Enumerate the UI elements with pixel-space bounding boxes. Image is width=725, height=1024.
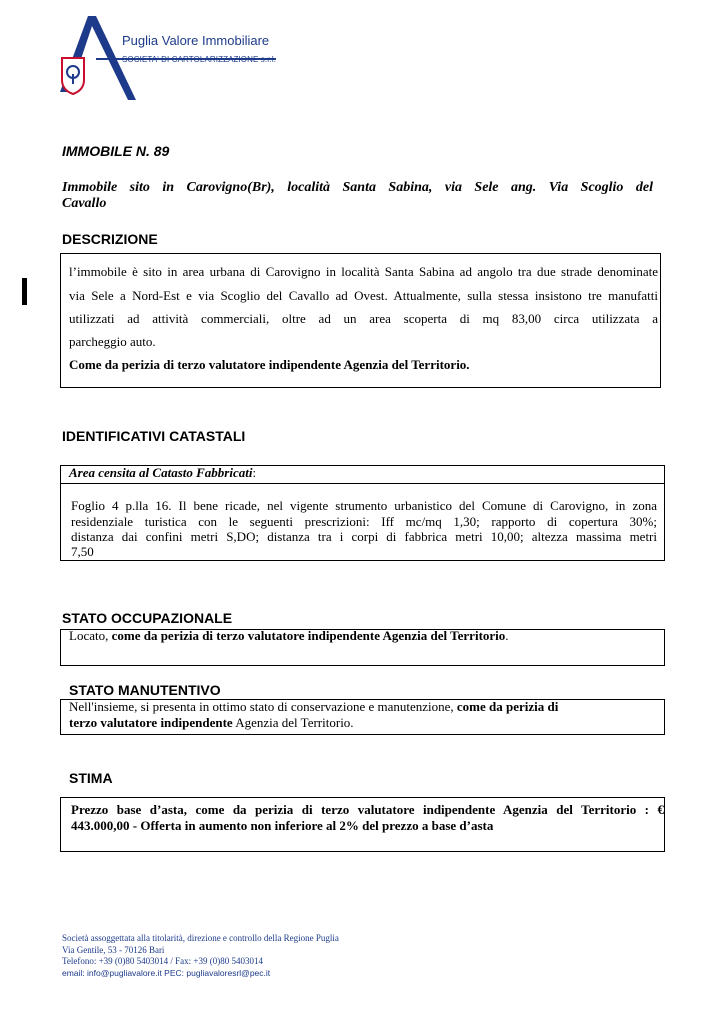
descrizione-heading: DESCRIZIONE xyxy=(62,231,158,247)
stima-line2: 443.000,00 - Offerta in aumento non inferiore al 2% del prezzo a base d’asta xyxy=(71,818,494,833)
crest-icon xyxy=(62,58,84,94)
occupazionale-text xyxy=(69,628,509,644)
footer-line4: email: info@pugliavalore.it PEC: pugliavaloresrl@pec.it xyxy=(62,968,271,978)
footer-line3: Telefono: +39 (0)80 5403014 / Fax: +39 (0)80 5403014 xyxy=(62,956,263,966)
catastali-line1: Foglio 4 p.lla 16. Il bene ricade, nel vigente strumento urbanistico del Comune di Carovigno, in zona xyxy=(71,498,657,513)
manutentivo-line1-bold: come da perizia di xyxy=(456,699,559,714)
catastali-area xyxy=(69,465,256,481)
stima-line1: Prezzo base d’asta, come da perizia di terzo valutatore indipendente Agenzia del Territorio : € xyxy=(71,802,664,817)
descrizione-line3: utilizzati ad attività commerciali, oltre ad un area scoperta di mq 83,00 circa utilizzata a xyxy=(69,311,658,326)
manutentivo-line1-normal: Nell'insieme, si presenta in ottimo stato di conservazione e manutenzione, xyxy=(69,699,457,714)
company-subtitle: SOCIETA' DI CARTOLARIZZAZIONE s.r.l. xyxy=(122,55,277,64)
manutentivo-line1 xyxy=(69,699,635,715)
property-location-line2: Cavallo xyxy=(62,196,107,211)
descrizione-line2: via Sele a Nord-Est e via Scoglio del Cavallo ad Ovest. Attualmente, sulla stessa insistono tre manufatti xyxy=(69,288,658,303)
occupazionale-bold: come da perizia di terzo valutatore indipendente Agenzia del Territorio xyxy=(111,628,506,643)
footer-line1: Società assoggettata alla titolarità, direzione e controllo della Regione Puglia xyxy=(62,933,339,943)
stima-heading: STIMA xyxy=(69,770,113,786)
manutentivo-line2-bold: terzo valutatore indipendente xyxy=(69,715,233,730)
catastali-heading: IDENTIFICATIVI CATASTALI xyxy=(62,428,246,444)
occupazionale-prefix: Locato, xyxy=(69,628,112,643)
manutentivo-line2 xyxy=(69,715,354,731)
property-location-line1: Immobile sito in Carovigno(Br), località Santa Sabina, via Sele ang. Via Scoglio del xyxy=(62,180,653,195)
catastali-area-label: Area censita al Catasto Fabbricati xyxy=(69,465,253,480)
manutentivo-line2-normal: Agenzia del Territorio. xyxy=(232,715,354,730)
catastali-area-colon: : xyxy=(252,465,257,480)
catastali-line4: 7,50 xyxy=(71,544,94,559)
catastali-line3: distanza dai confini metri S,DO; distanza tra i corpi di fabbrica metri 10,00; altezza massima metri xyxy=(71,529,657,544)
occupazionale-heading: STATO OCCUPAZIONALE xyxy=(62,610,233,626)
footer-line2: Via Gentile, 53 - 70126 Bari xyxy=(62,945,165,955)
descrizione-bold-line: Come da perizia di terzo valutatore indipendente Agenzia del Territorio. xyxy=(69,357,470,372)
occupazionale-suffix: . xyxy=(505,628,509,643)
company-name: Puglia Valore Immobiliare xyxy=(122,33,270,48)
descrizione-line1: l’immobile è sito in area urbana di Carovigno in località Santa Sabina ad angolo tra due strade denominate xyxy=(69,264,658,279)
margin-marker xyxy=(22,278,27,305)
property-title: IMMOBILE N. 89 xyxy=(62,143,170,159)
catastali-line2: residenziale turistica con le seguenti prescrizioni: Iff mc/mq 1,30; rapporto di copertura 30%; xyxy=(71,514,657,529)
manutentivo-heading: STATO MANUTENTIVO xyxy=(69,682,221,698)
descrizione-line4: parcheggio auto. xyxy=(69,334,156,349)
